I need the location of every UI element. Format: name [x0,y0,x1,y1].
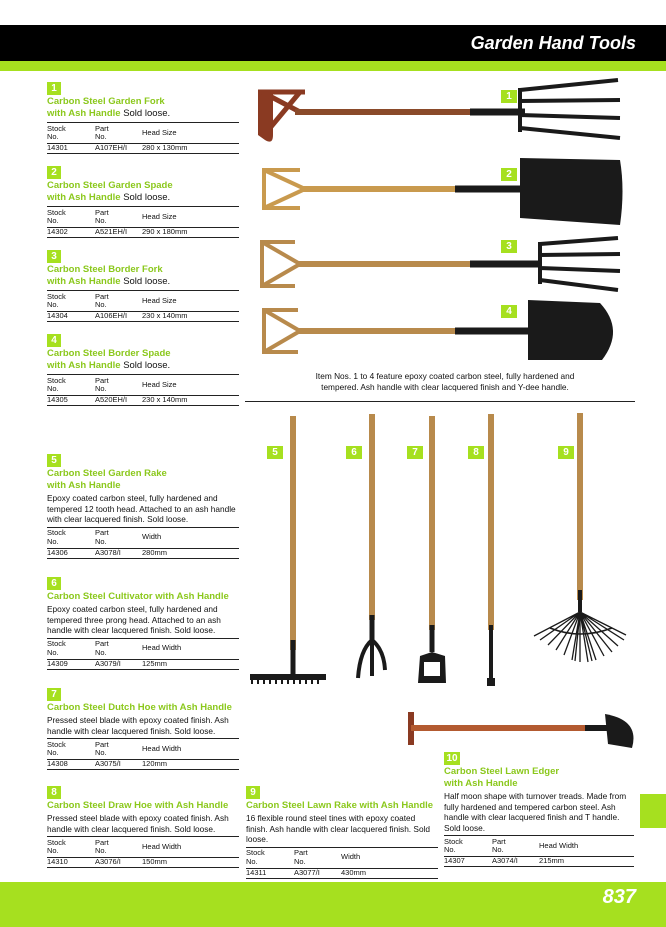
border-spade-image [262,300,613,360]
product-title: Carbon Steel Dutch Hoe with Ash Handle [47,702,232,713]
spec-table: Stock No. Part No. Width 14306 A3078/I 280mm [47,527,239,559]
sold-loose-text: Sold loose. [123,276,171,287]
product-title-line2: with Ash Handle [47,360,121,371]
spec-table: Stock No. Part No. Head Width 14308 A3075/I 120mm [47,738,239,770]
lawn-edger-image [408,712,633,748]
tool-label-8: 8 [468,446,484,459]
tool-label-7: 7 [407,446,423,459]
garden-rake-image [250,416,326,684]
sold-loose-text: Sold loose. [123,192,171,203]
spec-table: Stock No. Part No. Head Size 14302 A521EH/I 290 x 180mm [47,206,239,238]
product-number-badge: 2 [47,166,61,179]
product-number-badge: 4 [47,334,61,347]
product-title: Carbon Steel Garden Rake [47,468,167,479]
tool-label-1: 1 [501,90,517,103]
product-title: Carbon Steel Border Spade [47,348,171,359]
product-number-badge: 10 [444,752,460,765]
product-number-badge: 7 [47,688,61,701]
product-description: Pressed steel blade with epoxy coated finish. Ash handle with clear lacquered finish. Sold loose. [47,715,229,736]
product-description: Half moon shape with turnover treads. Made from fully hardened and tempered carbon steel. Ash handle with clear lacquered finish and T handle. Sold loose. [444,791,627,833]
product-number-badge: 6 [47,577,61,590]
product-description: 16 flexible round steel tines with epoxy coated finish. Ash handle with clear lacquered finish. Sold loose. [246,813,431,844]
product-title: Carbon Steel Lawn Edger [444,766,560,777]
product-number-badge: 9 [246,786,260,799]
product-title: Carbon Steel Lawn Rake with Ash Handle [246,800,434,811]
product-title-line2: with Ash Handle [444,778,518,789]
spec-table: Stock No. Part No. Head Width 14307 A3074/I 215mm [444,835,634,867]
tool-label-4: 4 [501,305,517,318]
product-title: Carbon Steel Draw Hoe with Ash Handle [47,800,229,811]
product-number-badge: 1 [47,82,61,95]
product-title-line2: with Ash Handle [47,276,121,287]
product-title-line2: with Ash Handle [47,192,121,203]
spec-table: Stock No. Part No. Width 14311 A3077/I 430mm [246,847,438,879]
page-number: 837 [602,886,636,908]
product-number-badge: 8 [47,786,61,799]
page-title: Garden Hand Tools [470,33,636,53]
section-divider [245,401,635,402]
product-title: Carbon Steel Garden Spade [47,180,173,191]
tool-label-5: 5 [267,446,283,459]
product-title: Carbon Steel Border Fork [47,264,163,275]
spec-table: Stock No. Part No. Head Size 14304 A106EH/I 230 x 140mm [47,290,239,322]
tools-note: Item Nos. 1 to 4 feature epoxy coated carbon steel, fully hardened and tempered. Ash handle with clear lacquered finish and Y-dee handle. [315,371,575,392]
tool-label-2: 2 [501,168,517,181]
section-tab [640,794,666,828]
product-number-badge: 5 [47,454,61,467]
draw-hoe-image [487,414,495,686]
product-title: Carbon Steel Garden Fork [47,96,165,107]
spec-table: Stock No. Part No. Head Width 14309 A3079/I 125mm [47,638,239,670]
spec-table: Stock No. Part No. Head Width 14310 A3076/I 150mm [47,836,239,868]
border-fork-image [260,238,620,290]
garden-fork-image [258,80,620,142]
tool-label-9: 9 [558,446,574,459]
sold-loose-text: Sold loose. [123,108,171,119]
product-title-line2: with Ash Handle [47,108,121,119]
tool-label-3: 3 [501,240,517,253]
product-description: Epoxy coated carbon steel, fully hardened and tempered three prong head. Attached to an ash handle with clear lacquered finish. Sold loose. [47,604,221,635]
garden-spade-image [262,158,623,225]
sold-loose-text: Sold loose. [123,360,171,371]
product-title-line2: with Ash Handle [47,480,121,491]
lawn-rake-image [534,413,626,662]
product-description: Pressed steel blade with epoxy coated finish. Ash handle with clear lacquered finish. Sold loose. [47,813,229,834]
product-number-badge: 3 [47,250,61,263]
product-title: Carbon Steel Cultivator with Ash Handle [47,591,229,602]
spec-table: Stock No. Part No. Head Size 14305 A520EH/I 230 x 140mm [47,374,239,406]
tool-label-6: 6 [346,446,362,459]
cultivator-image [358,414,385,678]
footer-bar [0,882,666,927]
product-description: Epoxy coated carbon steel, fully hardened and tempered 12 tooth head. Attached to an ash handle with clear lacquered finish. Sold loose. [47,493,236,524]
spec-table: Stock No. Part No. Head Size 14301 A107EH/I 280 x 130mm [47,122,239,154]
